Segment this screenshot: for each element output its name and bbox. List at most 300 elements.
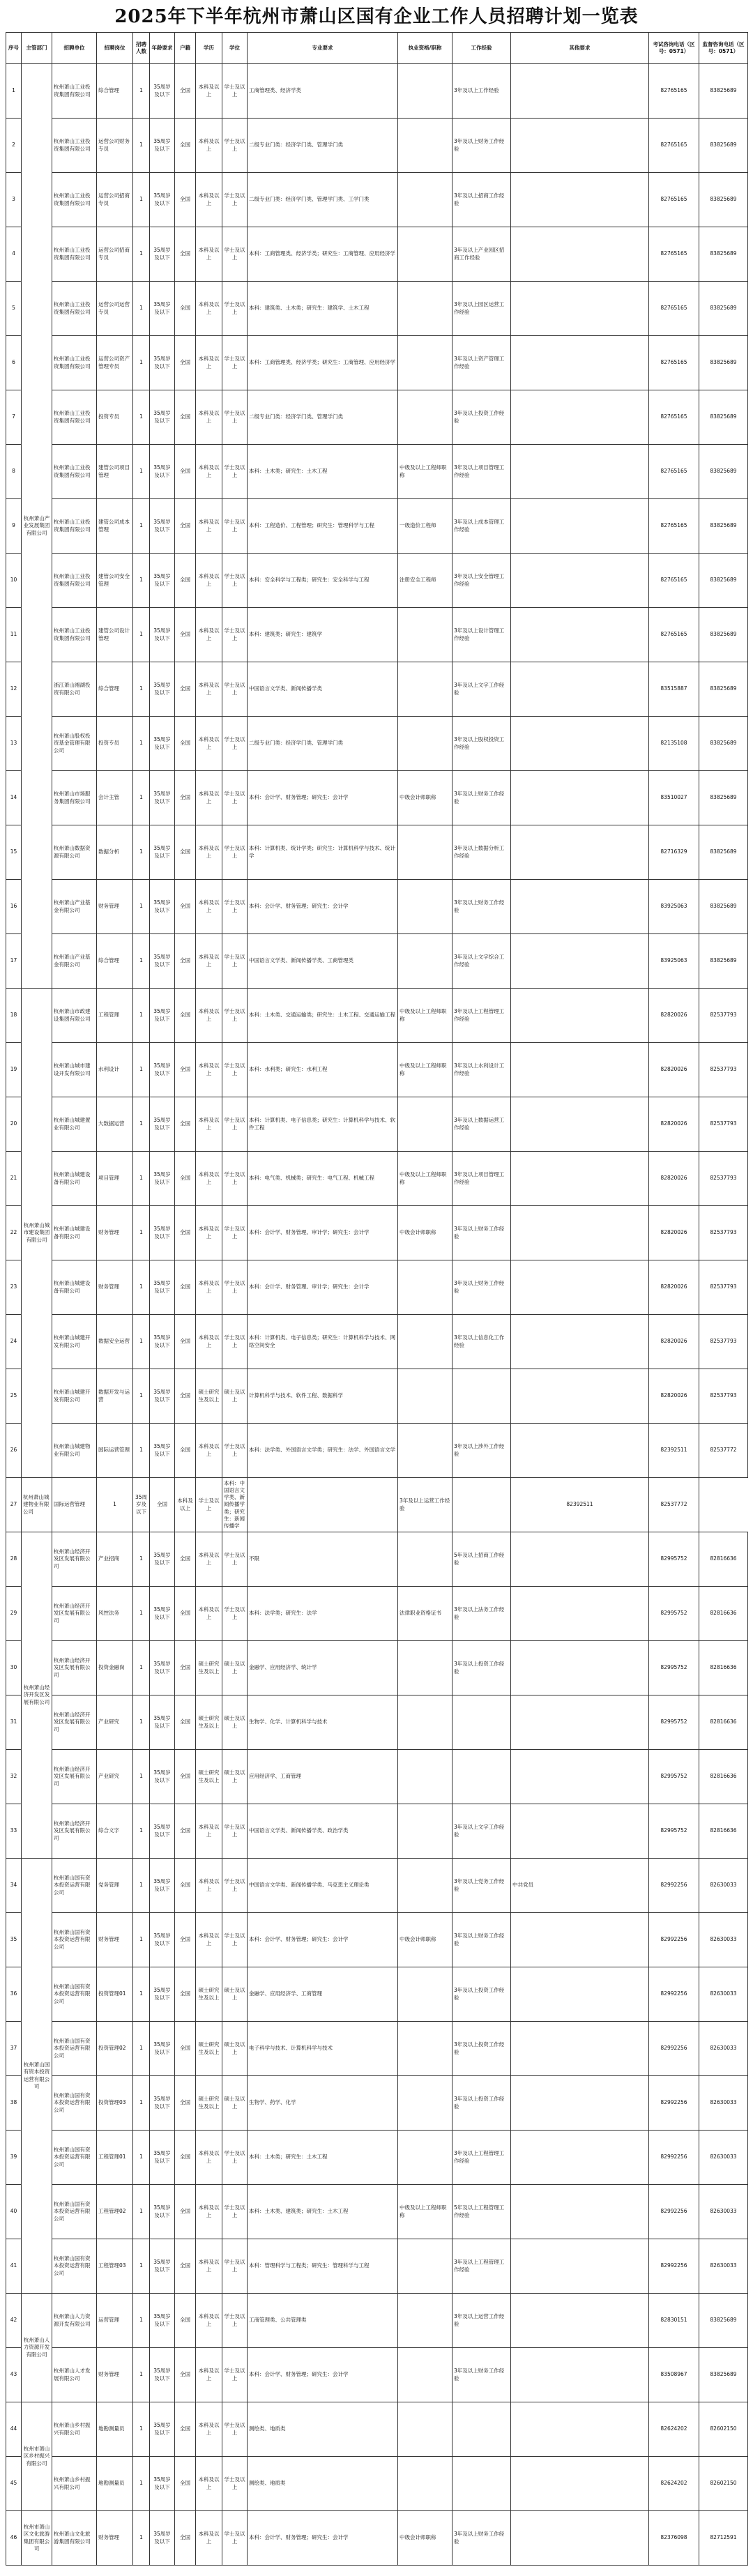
cell-education: 本科及以上 xyxy=(196,1859,222,1913)
cell-other xyxy=(511,1804,649,1859)
cell-degree: 学士及以上 xyxy=(222,771,248,825)
cell-age: 35周岁及以下 xyxy=(150,2022,175,2076)
cell-other xyxy=(511,2511,649,2566)
cell-certificate xyxy=(398,227,452,282)
cell-number: 1 xyxy=(133,717,150,771)
cell-experience: 3年及以上园区运营工作经验 xyxy=(452,282,511,336)
cell-post: 大数据运营 xyxy=(97,1097,133,1152)
cell-education: 硕士研究生及以上 xyxy=(196,1369,222,1424)
table-row xyxy=(6,1913,748,1967)
header-supervision-phone: 监督咨询电话（区号：0571） xyxy=(699,33,748,64)
table-row xyxy=(6,1641,748,1695)
cell-supervision-phone: 82537793 xyxy=(699,1206,748,1260)
cell-number: 1 xyxy=(133,119,150,173)
cell-supervision-phone: 83825689 xyxy=(699,173,748,227)
cell-exam-phone: 82820026 xyxy=(649,1315,699,1369)
cell-post: 工程管理02 xyxy=(97,2185,133,2239)
cell-exam-phone: 82992256 xyxy=(649,1967,699,2022)
cell-major: 本科：工商管理类、经济学类；研究生：工商管理、应用经济学 xyxy=(248,336,398,390)
cell-hukou: 全国 xyxy=(175,1750,196,1804)
cell-supervision-phone: 83825689 xyxy=(699,717,748,771)
cell-number: 1 xyxy=(133,1913,150,1967)
table-row xyxy=(6,662,748,717)
cell-certificate xyxy=(398,880,452,934)
cell-other xyxy=(452,1478,511,1532)
cell-degree: 学士及以上 xyxy=(222,554,248,608)
cell-education: 本科及以上 xyxy=(196,2348,222,2402)
cell-certificate xyxy=(398,282,452,336)
cell-education: 本科及以上 xyxy=(196,880,222,934)
cell-post: 建管公司项目管理 xyxy=(97,445,133,499)
cell-no: 19 xyxy=(6,1043,22,1097)
cell-age: 35周岁及以下 xyxy=(150,717,175,771)
cell-certificate xyxy=(398,119,452,173)
cell-hukou: 全国 xyxy=(175,1206,196,1260)
cell-major: 本科：建筑类；研究生：建筑学 xyxy=(248,608,398,662)
cell-major: 本科：土木类；研究生：土木工程 xyxy=(248,2131,398,2185)
cell-unit: 杭州萧山乡村振兴有限公司 xyxy=(52,2457,97,2511)
cell-other xyxy=(511,64,649,119)
cell-unit: 杭州萧山国有资本投资运营有限公司 xyxy=(52,1859,97,1913)
cell-unit: 杭州萧山国有资本投资运营有限公司 xyxy=(52,2022,97,2076)
cell-major: 本科：计算机类、电子信息类；研究生：计算机科学与技术、软件工程 xyxy=(248,1097,398,1152)
cell-unit: 杭州萧山人力资源开发有限公司 xyxy=(52,2294,97,2348)
cell-education: 本科及以上 xyxy=(196,1913,222,1967)
cell-major: 本科：计算机类、统计学类；研究生：计算机科学与技术、统计学 xyxy=(248,825,398,880)
cell-other xyxy=(511,2131,649,2185)
cell-certificate xyxy=(398,1315,452,1369)
cell-experience: 3年及以上财务工作经验 xyxy=(452,2511,511,2566)
cell-certificate: 中级会计师职称 xyxy=(398,1913,452,1967)
cell-other xyxy=(511,1043,649,1097)
cell-hukou: 全国 xyxy=(175,989,196,1043)
cell-number: 1 xyxy=(133,825,150,880)
cell-education: 本科及以上 xyxy=(196,64,222,119)
header-number: 招聘人数 xyxy=(133,33,150,64)
cell-other xyxy=(511,336,649,390)
cell-education: 本科及以上 xyxy=(196,608,222,662)
cell-no: 3 xyxy=(6,173,22,227)
cell-degree: 学士及以上 xyxy=(222,1152,248,1206)
cell-age: 35周岁及以下 xyxy=(150,282,175,336)
cell-hukou: 全国 xyxy=(175,1097,196,1152)
cell-exam-phone: 82135108 xyxy=(649,717,699,771)
cell-major: 本科：管理科学与工程类；研究生：管理科学与工程 xyxy=(248,2239,398,2294)
cell-major: 本科：会计学、财务管理、审计学；研究生：会计学 xyxy=(248,1260,398,1315)
cell-unit: 杭州萧山工业投资集团有限公司 xyxy=(52,445,97,499)
cell-hukou: 全国 xyxy=(175,2511,196,2566)
cell-no: 46 xyxy=(6,2511,22,2566)
cell-number: 1 xyxy=(133,662,150,717)
cell-certificate xyxy=(398,1097,452,1152)
cell-other xyxy=(511,1532,649,1587)
table-row xyxy=(6,1152,748,1206)
cell-age: 35周岁及以下 xyxy=(150,1750,175,1804)
table-row xyxy=(6,2076,748,2131)
cell-number: 1 xyxy=(133,1641,150,1695)
cell-education: 本科及以上 xyxy=(196,1315,222,1369)
cell-degree: 学士及以上 xyxy=(222,1859,248,1913)
cell-experience: 3年及以上财务工作经验 xyxy=(452,1260,511,1315)
cell-certificate xyxy=(398,2457,452,2511)
cell-experience: 3年及以上投资工作经验 xyxy=(452,1967,511,2022)
cell-degree: 学士及以上 xyxy=(222,608,248,662)
cell-department: 杭州萧山经济开发区发展有限公司 xyxy=(22,1532,52,1859)
cell-education: 本科及以上 xyxy=(196,1152,222,1206)
cell-experience: 3年及以上文字工作经验 xyxy=(452,1804,511,1859)
cell-certificate xyxy=(398,390,452,445)
cell-post: 党务管理 xyxy=(97,1859,133,1913)
cell-exam-phone: 82992256 xyxy=(649,2239,699,2294)
cell-post: 财务管理 xyxy=(97,1260,133,1315)
cell-experience: 3年及以上成本管理工作经验 xyxy=(452,499,511,554)
cell-other xyxy=(511,119,649,173)
cell-education: 本科及以上 xyxy=(175,1478,196,1532)
cell-unit: 杭州萧山国有资本投资运营有限公司 xyxy=(52,2239,97,2294)
cell-supervision-phone: 83825689 xyxy=(699,662,748,717)
cell-supervision-phone: 83825689 xyxy=(699,2294,748,2348)
cell-no: 11 xyxy=(6,608,22,662)
cell-supervision-phone: 82630033 xyxy=(699,2131,748,2185)
cell-no: 43 xyxy=(6,2348,22,2402)
cell-major: 本科：会计学、财务管理、审计学；研究生：会计学 xyxy=(248,1206,398,1260)
cell-supervision-phone: 82537772 xyxy=(699,1424,748,1478)
cell-no: 26 xyxy=(6,1424,22,1478)
cell-other xyxy=(511,445,649,499)
cell-number: 1 xyxy=(133,880,150,934)
cell-no: 18 xyxy=(6,989,22,1043)
cell-hukou: 全国 xyxy=(175,1532,196,1587)
cell-major: 二级专业门类：经济学门类、管理学门类 xyxy=(248,390,398,445)
cell-certificate xyxy=(398,1804,452,1859)
cell-number: 1 xyxy=(133,2185,150,2239)
cell-post: 投资管理03 xyxy=(97,2076,133,2131)
cell-education: 本科及以上 xyxy=(196,771,222,825)
cell-age: 35周岁及以下 xyxy=(150,1532,175,1587)
cell-exam-phone: 82820026 xyxy=(649,989,699,1043)
cell-degree: 学士及以上 xyxy=(222,1260,248,1315)
cell-age: 35周岁及以下 xyxy=(150,1641,175,1695)
cell-certificate: 注册安全工程师 xyxy=(398,554,452,608)
cell-number: 1 xyxy=(133,445,150,499)
cell-degree: 学士及以上 xyxy=(222,499,248,554)
cell-hukou: 全国 xyxy=(175,1967,196,2022)
cell-certificate xyxy=(398,608,452,662)
table-row xyxy=(6,1260,748,1315)
cell-experience xyxy=(452,2402,511,2457)
cell-major: 本科：水利类；研究生：水利工程 xyxy=(248,1043,398,1097)
cell-unit: 杭州萧山城市建设开发有限公司 xyxy=(52,1043,97,1097)
cell-no: 35 xyxy=(6,1913,22,1967)
cell-experience: 3年及以上财务工作经验 xyxy=(452,880,511,934)
cell-exam-phone: 82820026 xyxy=(649,1097,699,1152)
cell-experience: 3年及以上投资工作经验 xyxy=(452,2022,511,2076)
cell-post: 产业研究 xyxy=(97,1750,133,1804)
cell-major: 本科：工程造价、工程管理；研究生：管理科学与工程 xyxy=(248,499,398,554)
cell-other xyxy=(511,1260,649,1315)
cell-major: 本科：会计学、财务管理；研究生：会计学 xyxy=(248,1913,398,1967)
cell-supervision-phone: 83825689 xyxy=(699,608,748,662)
header-exam-phone: 考试咨询电话（区号：0571） xyxy=(649,33,699,64)
cell-other xyxy=(511,2076,649,2131)
cell-no: 28 xyxy=(6,1532,22,1587)
cell-post: 运营公司资产管理专员 xyxy=(97,336,133,390)
cell-other xyxy=(511,662,649,717)
cell-number: 1 xyxy=(133,1804,150,1859)
cell-other xyxy=(511,608,649,662)
cell-exam-phone: 82830151 xyxy=(649,2294,699,2348)
table-row xyxy=(6,2294,748,2348)
cell-certificate xyxy=(398,336,452,390)
cell-other xyxy=(511,499,649,554)
table-row xyxy=(6,1424,748,1478)
cell-no: 36 xyxy=(6,1967,22,2022)
cell-education: 本科及以上 xyxy=(196,173,222,227)
cell-education: 本科及以上 xyxy=(196,2511,222,2566)
cell-hukou: 全国 xyxy=(175,2239,196,2294)
cell-certificate: 中级及以上工程师职称 xyxy=(398,445,452,499)
cell-unit: 杭州萧山国有资本投资运营有限公司 xyxy=(52,2076,97,2131)
table-row xyxy=(6,554,748,608)
cell-exam-phone: 82995752 xyxy=(649,1804,699,1859)
cell-certificate xyxy=(398,2022,452,2076)
cell-hukou: 全国 xyxy=(175,662,196,717)
cell-supervision-phone: 83825689 xyxy=(699,336,748,390)
cell-experience: 3年及以上数据运营工作经验 xyxy=(452,1097,511,1152)
cell-post: 建管公司设计管理 xyxy=(97,608,133,662)
cell-experience: 3年及以上水利设计工作经验 xyxy=(452,1043,511,1097)
table-row xyxy=(6,64,748,119)
cell-exam-phone: 82765165 xyxy=(649,554,699,608)
cell-no: 17 xyxy=(6,934,22,989)
cell-education: 本科及以上 xyxy=(196,1206,222,1260)
cell-supervision-phone: 82602150 xyxy=(699,2402,748,2457)
cell-hukou: 全国 xyxy=(175,2294,196,2348)
cell-no: 9 xyxy=(6,499,22,554)
cell-post: 投资管理02 xyxy=(97,2022,133,2076)
cell-degree: 硕士及以上 xyxy=(222,1695,248,1750)
cell-hukou: 全国 xyxy=(175,1424,196,1478)
cell-no: 7 xyxy=(6,390,22,445)
cell-experience: 3年及以上运营工作经验 xyxy=(398,1478,452,1532)
cell-other xyxy=(511,554,649,608)
cell-supervision-phone: 83825689 xyxy=(699,825,748,880)
cell-hukou: 全国 xyxy=(175,390,196,445)
cell-other: 中共党员 xyxy=(511,1859,649,1913)
cell-hukou: 全国 xyxy=(175,2131,196,2185)
cell-unit: 杭州萧山工业投资集团有限公司 xyxy=(52,608,97,662)
cell-post: 地勘测量员 xyxy=(97,2402,133,2457)
cell-experience: 3年及以上投资工作经验 xyxy=(452,390,511,445)
cell-degree: 学士及以上 xyxy=(222,2294,248,2348)
cell-experience: 3年及以上设计管理工作经验 xyxy=(452,608,511,662)
cell-department: 杭州市萧山区乡村振兴有限公司 xyxy=(22,2402,52,2511)
cell-degree: 硕士及以上 xyxy=(222,2076,248,2131)
table-row xyxy=(6,1804,748,1859)
cell-other xyxy=(511,1587,649,1641)
cell-other xyxy=(511,2294,649,2348)
cell-unit: 杭州萧山城建设备有限公司 xyxy=(52,1260,97,1315)
cell-unit: 杭州萧山经济开发区发展有限公司 xyxy=(52,1587,97,1641)
cell-education: 本科及以上 xyxy=(196,119,222,173)
cell-exam-phone: 82820026 xyxy=(649,1043,699,1097)
cell-no: 1 xyxy=(6,64,22,119)
cell-age: 35周岁及以下 xyxy=(150,2511,175,2566)
cell-experience: 3年及以上财务工作经验 xyxy=(452,1206,511,1260)
cell-hukou: 全国 xyxy=(175,1641,196,1695)
cell-unit: 杭州萧山工业投资集团有限公司 xyxy=(52,173,97,227)
cell-degree: 学士及以上 xyxy=(222,2348,248,2402)
table-row xyxy=(6,445,748,499)
cell-other xyxy=(511,1641,649,1695)
cell-education: 硕士研究生及以上 xyxy=(196,1967,222,2022)
cell-supervision-phone: 82630033 xyxy=(699,1913,748,1967)
cell-hukou: 全国 xyxy=(175,1260,196,1315)
cell-post: 综合管理 xyxy=(97,64,133,119)
cell-age: 35周岁及以下 xyxy=(150,934,175,989)
table-row xyxy=(6,989,748,1043)
cell-department: 杭州萧山人力资源开发有限公司 xyxy=(22,2294,52,2402)
cell-experience: 3年及以上财务工作经验 xyxy=(452,771,511,825)
cell-major: 电子科学与技术、计算机科学与技术 xyxy=(248,2022,398,2076)
cell-major: 金融学、应用经济学、统计学 xyxy=(248,1641,398,1695)
header-education: 学历 xyxy=(196,33,222,64)
table-row xyxy=(6,282,748,336)
cell-major: 中国语言文学类、新闻传播学类、马克思主义理论类 xyxy=(248,1859,398,1913)
cell-no: 5 xyxy=(6,282,22,336)
cell-degree: 学士及以上 xyxy=(222,1097,248,1152)
cell-age: 35周岁及以下 xyxy=(133,1478,150,1532)
cell-experience xyxy=(452,1750,511,1804)
cell-no: 6 xyxy=(6,336,22,390)
cell-supervision-phone: 82630033 xyxy=(699,1967,748,2022)
cell-number: 1 xyxy=(133,1587,150,1641)
cell-no: 45 xyxy=(6,2457,22,2511)
cell-certificate xyxy=(398,825,452,880)
cell-age: 35周岁及以下 xyxy=(150,989,175,1043)
cell-exam-phone: 83925063 xyxy=(649,880,699,934)
table-row xyxy=(6,717,748,771)
cell-no: 16 xyxy=(6,880,22,934)
cell-hukou: 全国 xyxy=(175,2457,196,2511)
cell-degree: 学士及以上 xyxy=(222,1206,248,1260)
cell-supervision-phone: 82630033 xyxy=(699,2185,748,2239)
table-row xyxy=(6,1859,748,1913)
table-row xyxy=(6,390,748,445)
cell-certificate: 中级及以上工程师职称 xyxy=(398,1043,452,1097)
cell-number: 1 xyxy=(133,2294,150,2348)
cell-unit: 杭州萧山工业投资集团有限公司 xyxy=(52,336,97,390)
cell-degree: 学士及以上 xyxy=(222,445,248,499)
cell-other xyxy=(511,2185,649,2239)
cell-hukou: 全国 xyxy=(175,2348,196,2402)
cell-experience: 3年及以上文字工作经验 xyxy=(452,662,511,717)
table-row xyxy=(6,2402,748,2457)
cell-number: 1 xyxy=(133,2457,150,2511)
cell-supervision-phone: 83825689 xyxy=(699,64,748,119)
cell-post: 工程管理 xyxy=(97,989,133,1043)
cell-hukou: 全国 xyxy=(175,64,196,119)
cell-major: 本科：会计学、财务管理；研究生：会计学 xyxy=(248,2348,398,2402)
cell-number: 1 xyxy=(133,282,150,336)
cell-post: 财务管理 xyxy=(97,2511,133,2566)
table-row xyxy=(6,2022,748,2076)
cell-exam-phone: 83508967 xyxy=(649,2348,699,2402)
cell-education: 本科及以上 xyxy=(196,1043,222,1097)
cell-number: 1 xyxy=(133,1206,150,1260)
cell-experience: 3年及以上文字综合工作经验 xyxy=(452,934,511,989)
cell-education: 本科及以上 xyxy=(196,227,222,282)
cell-education: 本科及以上 xyxy=(196,1532,222,1587)
cell-age: 35周岁及以下 xyxy=(150,1695,175,1750)
cell-number: 1 xyxy=(133,336,150,390)
cell-education: 硕士研究生及以上 xyxy=(196,1641,222,1695)
cell-post: 投资金融岗 xyxy=(97,1641,133,1695)
table-row xyxy=(6,1695,748,1750)
cell-exam-phone: 82992256 xyxy=(649,1859,699,1913)
cell-supervision-phone: 83825689 xyxy=(699,499,748,554)
cell-major: 中国语言文学类、新闻传播学类、工商管理类 xyxy=(248,934,398,989)
cell-certificate xyxy=(398,2402,452,2457)
cell-hukou: 全国 xyxy=(175,282,196,336)
cell-age: 35周岁及以下 xyxy=(150,1424,175,1478)
cell-no: 2 xyxy=(6,119,22,173)
cell-hukou: 全国 xyxy=(175,2402,196,2457)
cell-supervision-phone: 82816636 xyxy=(699,1750,748,1804)
cell-major: 中国语言文学类、新闻传播学类、政治学类 xyxy=(248,1804,398,1859)
cell-supervision-phone: 82537772 xyxy=(649,1478,699,1532)
cell-age: 35周岁及以下 xyxy=(150,554,175,608)
cell-number: 1 xyxy=(133,499,150,554)
cell-major: 二级专业门类：经济学门类、管理学门类 xyxy=(248,119,398,173)
header-age: 年龄要求 xyxy=(150,33,175,64)
table-row xyxy=(6,608,748,662)
cell-certificate xyxy=(398,934,452,989)
cell-education: 本科及以上 xyxy=(196,1587,222,1641)
table-row xyxy=(6,336,748,390)
cell-certificate: 中级及以上工程师职称 xyxy=(398,1152,452,1206)
cell-major: 本科：计算机类、电子信息类；研究生：计算机科学与技术、网络空间安全 xyxy=(248,1315,398,1369)
cell-hukou: 全国 xyxy=(175,1043,196,1097)
cell-hukou: 全国 xyxy=(175,880,196,934)
cell-number: 1 xyxy=(133,989,150,1043)
cell-age: 35周岁及以下 xyxy=(150,2294,175,2348)
header-other: 其他要求 xyxy=(511,33,649,64)
cell-other xyxy=(511,1315,649,1369)
header-experience: 工作经验 xyxy=(452,33,511,64)
cell-age: 35周岁及以下 xyxy=(150,662,175,717)
table-row xyxy=(6,119,748,173)
cell-hukou: 全国 xyxy=(175,1315,196,1369)
cell-exam-phone: 82765165 xyxy=(649,282,699,336)
cell-certificate xyxy=(398,64,452,119)
cell-supervision-phone: 83825689 xyxy=(699,554,748,608)
cell-number: 1 xyxy=(133,1859,150,1913)
cell-unit: 杭州萧山城建物业有限公司 xyxy=(52,1424,97,1478)
cell-education: 硕士研究生及以上 xyxy=(196,1750,222,1804)
cell-education: 本科及以上 xyxy=(196,717,222,771)
cell-no: 41 xyxy=(6,2239,22,2294)
cell-education: 本科及以上 xyxy=(196,390,222,445)
cell-age: 35周岁及以下 xyxy=(150,1587,175,1641)
cell-experience: 3年及以上党务工作经验 xyxy=(452,1859,511,1913)
cell-age: 35周岁及以下 xyxy=(150,1260,175,1315)
cell-exam-phone: 83515887 xyxy=(649,662,699,717)
cell-hukou: 全国 xyxy=(175,227,196,282)
cell-certificate: 中级会计师职称 xyxy=(398,1206,452,1260)
cell-post: 数据开发与运营 xyxy=(97,1369,133,1424)
cell-number: 1 xyxy=(133,554,150,608)
